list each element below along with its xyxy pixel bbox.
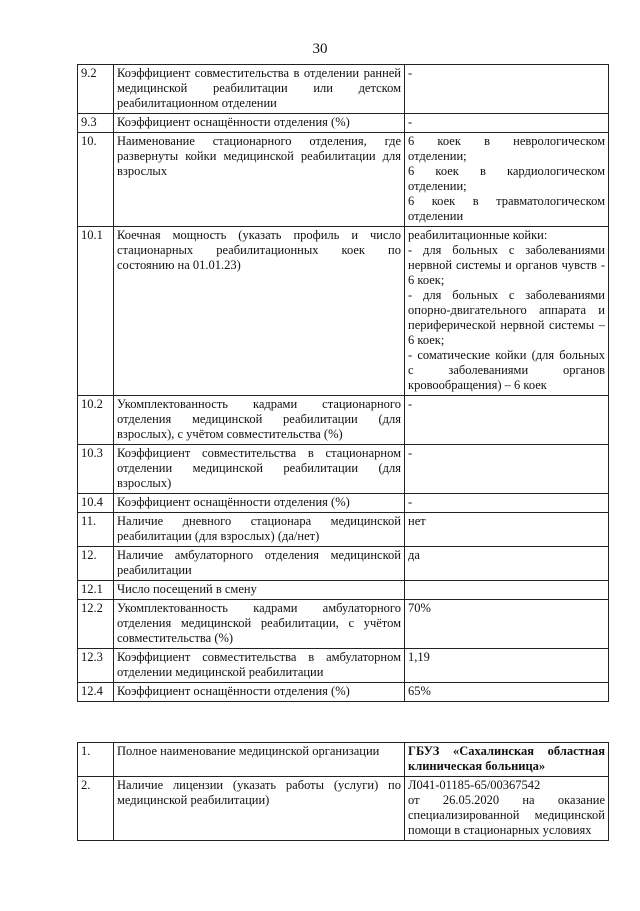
indicator-cell: Наличие амбулаторного отделения медицинской реабилитации — [114, 547, 405, 581]
indicator-cell: Наименование стационарного отделения, где развернуты койки медицинской реабилитации для взрослых — [114, 133, 405, 227]
value-line: 1,19 — [408, 650, 430, 664]
table-row — [78, 683, 609, 702]
table-row — [78, 65, 609, 114]
indicator-cell: Коэффициент оснащённости отделения (%) — [114, 494, 405, 513]
row-number-cell: 9.3 — [78, 114, 114, 133]
row-number-cell: 1. — [78, 743, 114, 777]
value-line: 70% — [408, 601, 431, 615]
value-cell — [405, 683, 609, 702]
value-cell — [405, 743, 609, 777]
value-cell — [405, 133, 609, 227]
indicator-cell: Укомплектованность кадрами амбулаторного отделения медицинской реабилитации, с учётом совместительства (%) — [114, 600, 405, 649]
row-number-cell: 12.4 — [78, 683, 114, 702]
value-line: нет — [408, 514, 426, 528]
value-cell — [405, 114, 609, 133]
table-row — [78, 227, 609, 396]
value-line: - — [408, 495, 413, 509]
indicator-cell: Укомплектованность кадрами стационарного отделения медицинской реабилитации (для взрослых), с учётом совместительства (%) — [114, 396, 405, 445]
organization-table — [77, 742, 609, 841]
value-line: от 26.05.2020 на оказание специализированной медицинской помощи в стационарных условиях — [408, 793, 605, 837]
value-cell — [405, 227, 609, 396]
indicator-cell: Коэффициент совместительства в отделении ранней медицинской реабилитации или детском реабилитационном отделении — [114, 65, 405, 114]
value-line: - — [408, 446, 413, 460]
value-cell — [405, 445, 609, 494]
row-number-cell: 12. — [78, 547, 114, 581]
value-line: - — [408, 397, 413, 411]
value-line: Л041-01185-65/00367542 — [408, 778, 541, 792]
table-row — [78, 547, 609, 581]
indicator-cell: Полное наименование медицинской организации — [114, 743, 405, 777]
row-number-cell: 9.2 — [78, 65, 114, 114]
row-number-cell: 10. — [78, 133, 114, 227]
value-line: реабилитационные койки: — [408, 228, 548, 242]
value-cell — [405, 547, 609, 581]
rehabilitation-table — [77, 64, 609, 702]
indicator-cell: Коэффициент оснащённости отделения (%) — [114, 114, 405, 133]
value-line: 65% — [408, 684, 431, 698]
table-row — [78, 494, 609, 513]
table-row — [78, 133, 609, 227]
table-row — [78, 600, 609, 649]
value-line: да — [408, 548, 420, 562]
table-row — [78, 114, 609, 133]
indicator-cell: Коэффициент оснащённости отделения (%) — [114, 683, 405, 702]
value-line: ГБУЗ «Сахалинская областная клиническая больница» — [408, 744, 605, 773]
indicator-cell: Число посещений в смену — [114, 581, 405, 600]
value-line: - — [408, 66, 413, 80]
value-cell — [405, 65, 609, 114]
value-cell — [405, 513, 609, 547]
value-line: - для больных с заболеваниями опорно-двигательного аппарата и периферической нервной системы – 6 коек; — [408, 288, 605, 347]
value-line: - — [408, 115, 413, 129]
value-line: - для больных с заболеваниями нервной системы и органов чувств - 6 коек; — [408, 243, 605, 287]
row-number-cell: 2. — [78, 777, 114, 841]
row-number-cell: 10.3 — [78, 445, 114, 494]
value-line: 6 коек в травматологическом отделении — [408, 194, 605, 223]
indicator-cell: Коэффициент совместительства в амбулаторном отделении медицинской реабилитации — [114, 649, 405, 683]
value-cell — [405, 600, 609, 649]
row-number-cell: 10.1 — [78, 227, 114, 396]
table-row — [78, 513, 609, 547]
table-row — [78, 581, 609, 600]
value-cell — [405, 649, 609, 683]
row-number-cell: 12.2 — [78, 600, 114, 649]
indicator-cell: Наличие лицензии (указать работы (услуги) по медицинской реабилитации) — [114, 777, 405, 841]
page-number: 30 — [312, 41, 328, 57]
row-number-cell: 10.2 — [78, 396, 114, 445]
row-number-cell: 12.3 — [78, 649, 114, 683]
table-row — [78, 396, 609, 445]
value-cell — [405, 494, 609, 513]
row-number-cell: 12.1 — [78, 581, 114, 600]
value-line: 6 коек в неврологическом отделении; — [408, 134, 605, 163]
row-number-cell: 10.4 — [78, 494, 114, 513]
row-number-cell: 11. — [78, 513, 114, 547]
value-cell — [405, 396, 609, 445]
table-row — [78, 649, 609, 683]
table-row — [78, 445, 609, 494]
value-cell — [405, 777, 609, 841]
indicator-cell: Коэффициент совместительства в стационарном отделении медицинской реабилитации (для взрослых) — [114, 445, 405, 494]
table-row — [78, 743, 609, 777]
value-line: 6 коек в кардиологическом отделении; — [408, 164, 605, 193]
value-line: - соматические койки (для больных с заболеваниями органов кровообращения) – 6 коек — [408, 348, 605, 392]
table-row — [78, 777, 609, 841]
indicator-cell: Коечная мощность (указать профиль и число стационарных реабилитационных коек по состоянию на 01.01.23) — [114, 227, 405, 396]
indicator-cell: Наличие дневного стационара медицинской реабилитации (для взрослых) (да/нет) — [114, 513, 405, 547]
value-cell — [405, 581, 609, 600]
